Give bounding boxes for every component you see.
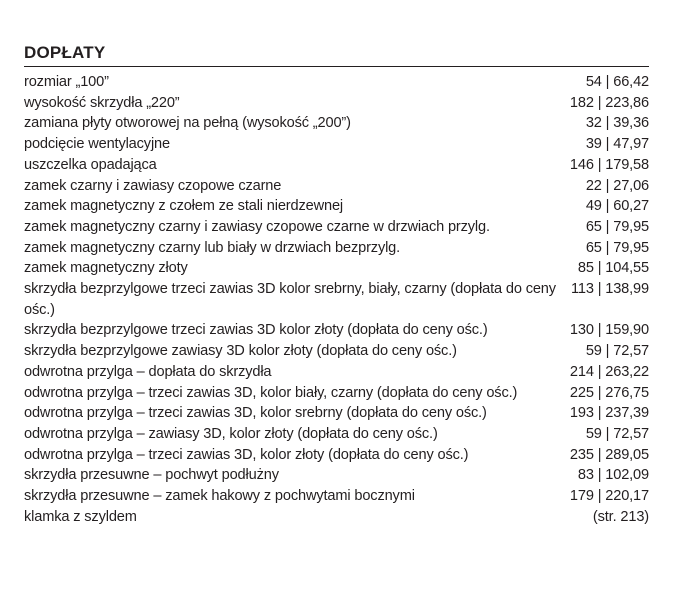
- surcharge-price: 146 | 179,58: [569, 156, 649, 173]
- surcharge-label: zamek magnetyczny czarny i zawiasy czopowe czarne w drzwiach przylg.: [24, 218, 490, 235]
- surcharge-label: zamiana płyty otworowej na pełną (wysokość „200”): [24, 115, 351, 132]
- surcharge-price: 179 | 220,17: [569, 488, 649, 505]
- surcharge-row: [24, 445, 649, 466]
- surcharge-label: wysokość skrzydła „220”: [24, 94, 180, 111]
- surcharge-price: 225 | 276,75: [569, 384, 649, 401]
- surcharge-price: 59 | 72,57: [585, 343, 649, 360]
- surcharge-price: 54 | 66,42: [585, 74, 649, 90]
- surcharge-list: [24, 72, 649, 527]
- surcharge-row: [24, 155, 649, 176]
- surcharge-price: 65 | 79,95: [585, 239, 649, 256]
- surcharge-row: [24, 320, 649, 341]
- surcharge-label: zamek czarny i zawiasy czopowe czarne: [24, 177, 282, 194]
- surcharge-label: odwrotna przylga – dopłata do skrzydła: [24, 363, 272, 380]
- surcharge-price: 49 | 60,27: [585, 198, 649, 215]
- surcharge-row: [24, 507, 649, 528]
- surcharge-row: [24, 341, 649, 362]
- surcharge-row: [24, 113, 649, 134]
- surcharge-price: 85 | 104,55: [577, 260, 649, 277]
- surcharge-label: zamek magnetyczny czarny lub biały w drzwiach bezprzylg.: [24, 239, 401, 256]
- surcharge-price: 235 | 289,05: [569, 446, 649, 463]
- surcharge-price: 22 | 27,06: [585, 177, 649, 194]
- surcharge-label: skrzydła bezprzylgowe zawiasy 3D kolor złoty (dopłata do ceny ośc.): [24, 343, 457, 360]
- surcharge-price: 214 | 263,22: [569, 363, 649, 380]
- surcharge-price: 59 | 72,57: [585, 425, 649, 442]
- surcharge-row: [24, 217, 649, 238]
- surcharge-price: 32 | 39,36: [585, 115, 649, 132]
- surcharge-row: [24, 279, 649, 320]
- surcharge-label: odwrotna przylga – trzeci zawias 3D, kolor złoty (dopłata do ceny ośc.): [24, 446, 469, 463]
- surcharge-label: skrzydła przesuwne – pochwyt podłużny: [24, 467, 279, 484]
- surcharge-label: skrzydła przesuwne – zamek hakowy z pochwytami bocznymi: [24, 488, 415, 505]
- surcharge-label: podcięcie wentylacyjne: [24, 136, 170, 153]
- surcharge-label: skrzydła bezprzylgowe trzeci zawias 3D kolor srebrny, biały, czarny (dopłata do ceny ośc.): [24, 281, 556, 318]
- surcharge-label: zamek magnetyczny złoty: [24, 260, 188, 277]
- surcharge-row: [24, 196, 649, 217]
- surcharge-row: [24, 72, 649, 93]
- surcharge-label: skrzydła bezprzylgowe trzeci zawias 3D kolor złoty (dopłata do ceny ośc.): [24, 322, 488, 339]
- surcharge-row: [24, 403, 649, 424]
- surcharge-row: [24, 486, 649, 507]
- surcharge-price: 39 | 47,97: [585, 136, 649, 153]
- surcharge-price: 83 | 102,09: [577, 467, 649, 484]
- surcharge-row: [24, 424, 649, 445]
- surcharge-row: [24, 383, 649, 404]
- surcharge-label: rozmiar „100”: [24, 74, 109, 90]
- section-title: DOPŁATY: [24, 43, 106, 62]
- surcharge-row: [24, 134, 649, 155]
- surcharge-price: 65 | 79,95: [585, 218, 649, 235]
- surcharge-row: [24, 93, 649, 114]
- surcharge-label: odwrotna przylga – trzeci zawias 3D, kolor biały, czarny (dopłata do ceny ośc.): [24, 384, 518, 401]
- surcharge-label: odwrotna przylga – trzeci zawias 3D, kolor srebrny (dopłata do ceny ośc.): [24, 405, 487, 422]
- surcharge-row: [24, 238, 649, 259]
- surcharges-section: [24, 42, 649, 527]
- surcharge-price: 182 | 223,86: [569, 94, 649, 111]
- surcharge-label: zamek magnetyczny z czołem ze stali nierdzewnej: [24, 198, 344, 215]
- surcharge-price: 113 | 138,99: [570, 281, 649, 298]
- surcharge-row: [24, 258, 649, 279]
- surcharge-row: [24, 362, 649, 383]
- surcharge-price: 193 | 237,39: [569, 405, 649, 422]
- surcharge-label: klamka z szyldem: [24, 508, 137, 525]
- surcharge-price: (str. 213): [592, 508, 649, 525]
- surcharge-row: [24, 176, 649, 197]
- surcharge-label: uszczelka opadająca: [24, 156, 157, 173]
- surcharge-label: odwrotna przylga – zawiasy 3D, kolor złoty (dopłata do ceny ośc.): [24, 425, 438, 442]
- surcharge-row: [24, 465, 649, 486]
- surcharge-price: 130 | 159,90: [569, 322, 649, 339]
- title-divider: [24, 66, 649, 67]
